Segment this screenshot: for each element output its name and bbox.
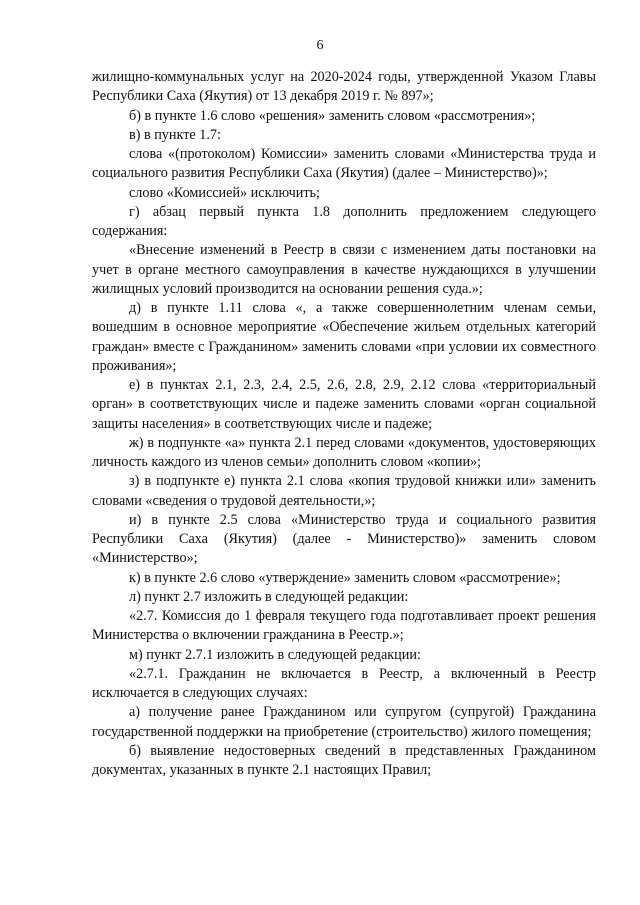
paragraph: г) абзац первый пункта 1.8 дополнить предложением следующего содержания: xyxy=(92,203,596,239)
paragraph: в) в пункте 1.7: xyxy=(129,126,221,143)
paragraph: б) в пункте 1.6 слово «решения» заменить словом «рассмотрения»; xyxy=(129,107,536,124)
paragraph: слово «Комиссией» исключить; xyxy=(129,184,320,201)
paragraph: жилищно-коммунальных услуг на 2020-2024 годы, утвержденной Указом Главы Республики Саха (Якутия) от 13 декабря 2019 г. № 897»; xyxy=(92,69,596,105)
paragraph: е) в пунктах 2.1, 2.3, 2.4, 2.5, 2.6, 2.8, 2.9, 2.12 слова «территориальный орган» в соответствующих числе и падеже заменить словами «орган социальной защиты населения» в соответствующих числе и падеже; xyxy=(92,377,596,432)
page-number: 6 xyxy=(316,38,324,53)
paragraph: л) пункт 2.7 изложить в следующей редакции: xyxy=(129,588,409,605)
paragraph: «Внесение изменений в Реестр в связи с изменением даты постановки на учет в органе местного самоуправления в качестве нуждающихся в улучшении жилищных условий производится на основании решения суда.»; xyxy=(92,242,596,297)
paragraph: и) в пункте 2.5 слова «Министерство труда и социального развития Республики Саха (Якутия) (далее - Министерство)» заменить словом «Министерство»; xyxy=(92,511,596,567)
paragraph: б) выявление недостоверных сведений в представленных Гражданином документах, указанных в пункте 2.1 настоящих Правил; xyxy=(92,742,596,778)
paragraph: м) пункт 2.7.1 изложить в следующей редакции: xyxy=(129,646,421,663)
paragraph: а) получение ранее Гражданином или супругом (супругой) Гражданина государственной поддержки на приобретение (строительство) жилого помещения; xyxy=(92,704,596,740)
paragraph: з) в подпункте е) пункта 2.1 слова «копия трудовой книжки или» заменить словами «сведения о трудовой деятельности,»; xyxy=(92,473,596,509)
paragraph: «2.7.1. Гражданин не включается в Реестр, а включенный в Реестр исключается в следующих случаях: xyxy=(92,665,596,701)
paragraph: д) в пункте 1.11 слова «, а также совершеннолетним членам семьи, вошедшим в основное мероприятие «Обеспечение жильем отдельных категорий граждан» вместе с Гражданином» заменить словами «при условии их совместного проживания»; xyxy=(92,300,596,374)
paragraph: к) в пункте 2.6 слово «утверждение» заменить словом «рассмотрение»; xyxy=(129,569,561,586)
paragraph: «2.7. Комиссия до 1 февраля текущего года подготавливает проект решения Министерства о включении гражданина в Реестр.»; xyxy=(92,608,596,644)
document-body xyxy=(92,68,596,780)
paragraph: слова «(протоколом) Комиссии» заменить словами «Министерства труда и социального развития Республики Саха (Якутия) (далее – Министерство)»; xyxy=(92,146,596,182)
paragraph: ж) в подпункте «а» пункта 2.1 перед словами «документов, удостоверяющих личность каждого из членов семьи» дополнить словом «копии»; xyxy=(92,434,596,470)
